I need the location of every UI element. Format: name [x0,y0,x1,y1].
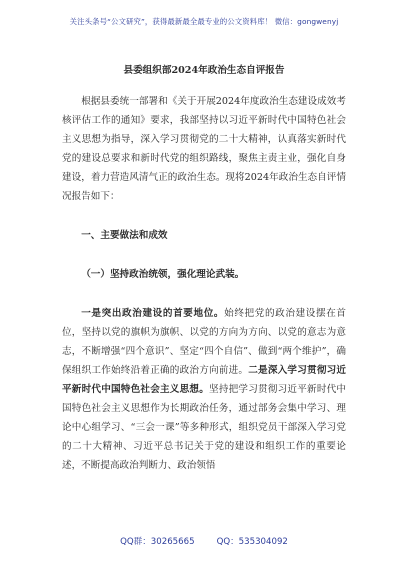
point-two-text: 坚持把学习贯彻习近平新时代中国特色社会主义思想作为长期政治任务，通过部务会集中学习、理论中心组学习、“三会一课”等多种形式，组织党员干部深入学习党的二十大精神、习近平总书记关于党的建设和组织工作的重要论述，不断提高政治判断力、政治领悟 [62,384,347,471]
header-banner: 关注头条号“公文研究”，获得最新最全最专业的公文资料库！ 微信：gongwenyj [69,17,339,26]
body-paragraph [62,304,346,475]
point-two-lead: 二是深入学习贯彻习近平新时代中国特色社会主义思想。 [62,365,347,395]
document-body [62,92,346,475]
subsection-heading: （一）坚持政治统领，强化理论武装。 [81,269,245,280]
qq-group: QQ群：30265665 [120,537,195,547]
intro-paragraph: 根据县委统一部署和《关于开展2024年度政治生态建设成效考核评估工作的通知》要求，我部坚持以习近平新时代中国特色社会主义思想为指导，深入学习贯彻党的二十大精神，认真落实新时代党的建设总要求和新时代党的组织路线，聚焦主责主业，强化自身建设，着力营造风清气正的政治生态。现将2024年政治生态自评情况报告如下： [62,96,346,202]
section-heading: 一、主要做法和成效 [81,230,168,241]
point-one-text: 始终把党的政治建设摆在首位，坚持以党的旗帜为旗帜、以党的方向为方向、以党的意志为意志，不断增强“四个意识”、坚定“四个自信”、做到“两个维护”，确保组织工作始终沿着正确的政治方向前进。 [62,308,347,376]
footer-contact [0,535,408,547]
point-one-lead: 一是突出政治建设的首要地位。 [81,308,225,319]
document-title: 县委组织部2024年政治生态自评报告 [123,65,285,76]
qq-number: QQ：535304092 [216,537,288,547]
